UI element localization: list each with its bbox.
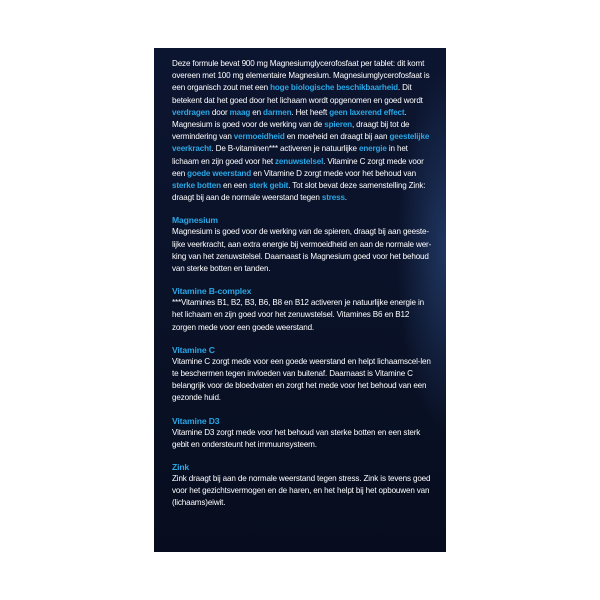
intro-text: Deze formule bevat 900 mg Magnesiumglycerofosfaat per tablet: dit komt overeen met 100 mg elementaire Magnesium. Magnesiumglycerofosfaat is een organisch zout met een — [172, 59, 430, 93]
intro-text: , draagt bij tot de vermindering van — [172, 120, 410, 142]
section-zink — [172, 461, 432, 510]
highlight-term: geen laxerend effect — [329, 107, 405, 117]
section-vitamine-c — [172, 344, 432, 405]
highlight-term: sterk gebit — [248, 181, 289, 191]
intro-text: en moeheid en draagt bij aan — [284, 132, 390, 142]
section-body: Vitamine C zorgt mede voor een goede weerstand en helpt lichaamscel-len te beschermen tegen invloeden van buitenaf. Daarnaast is Vitamine C belangrijk voor de bloedvaten en zorgt het mede voor het behoud van een gezonde huid. — [172, 356, 431, 403]
intro-text: . Dit betekent dat het goed door het lichaam wordt opgenomen en goed wordt — [172, 83, 423, 105]
intro-text: . Vitamine C zorgt mede voor een — [172, 156, 424, 178]
intro-text: . Het heeft — [291, 107, 330, 117]
intro-text: en een — [220, 181, 249, 191]
section-body: Zink draagt bij aan de normale weerstand tegen stress. Zink is tevens goed voor het gezichtsvermogen en de haren, en het helpt bij het opbouwen van (lichaams)eiwit. — [172, 474, 431, 508]
intro-text: en Vitamine D zorgt mede voor het behoud van — [251, 168, 417, 178]
intro-text: . Magnesium is goed voor de werking van de — [172, 107, 407, 130]
section-title: Vitamine C — [172, 344, 215, 355]
highlight-term: maag — [229, 107, 251, 117]
highlight-term: sterke botten — [172, 181, 221, 191]
highlight-term: darmen — [263, 107, 292, 117]
intro-text: . De B-vitaminen*** activeren je natuurlijke — [211, 144, 360, 154]
section-title: Vitamine D3 — [172, 415, 220, 426]
section-magnesium — [172, 214, 432, 275]
highlight-term: zenuwstelsel — [275, 156, 324, 166]
intro-text: door — [209, 107, 230, 117]
highlight-term: vermoeidheid — [233, 132, 285, 142]
section-body: Magnesium is goed voor de werking van de spieren, draagt bij aan geeste-lijke veerkracht, aan extra energie bij vermoeidheid en aan de normale wer-king van het zenuwstelsel. Daarnaast is Magnesium goed voor het behoud van sterke botten en tanden. — [172, 227, 432, 274]
intro-text: in het lichaam en zijn goed voor het — [172, 144, 408, 166]
intro-text: . — [344, 193, 347, 203]
section-body: Vitamine D3 zorgt mede voor het behoud van sterke botten en een sterk gebit en ondersteunt het immuunsysteem. — [172, 427, 421, 449]
product-info-panel — [154, 48, 446, 552]
section-title: Magnesium — [172, 215, 218, 226]
highlight-term: goede weerstand — [187, 168, 252, 178]
intro-text: . Tot slot bevat deze samenstelling Zink: draagt bij aan de normale weerstand tegen — [172, 181, 426, 203]
highlight-term: geestelijke veerkracht — [172, 132, 430, 154]
section-title: Vitamine B-complex — [172, 286, 252, 297]
highlight-term: hoge biologische beschikbaarheid — [270, 83, 398, 93]
section-vitamine-d3 — [172, 415, 432, 451]
highlight-term: spieren — [324, 120, 352, 130]
highlight-term: stress — [321, 193, 345, 203]
highlight-term: energie — [359, 144, 387, 154]
intro-paragraph — [172, 58, 432, 204]
highlight-term: verdragen — [172, 107, 210, 117]
intro-text: en — [250, 107, 264, 117]
section-title: Zink — [172, 462, 190, 473]
section-body: ***Vitamines B1, B2, B3, B6, B8 en B12 activeren je natuurlijke energie in het lichaam en zijn goed voor het zenuwstelsel. Vitamines B6 en B12 zorgen mede voor een goede weerstand. — [172, 298, 424, 332]
section-vitamine-b-complex — [172, 285, 432, 334]
